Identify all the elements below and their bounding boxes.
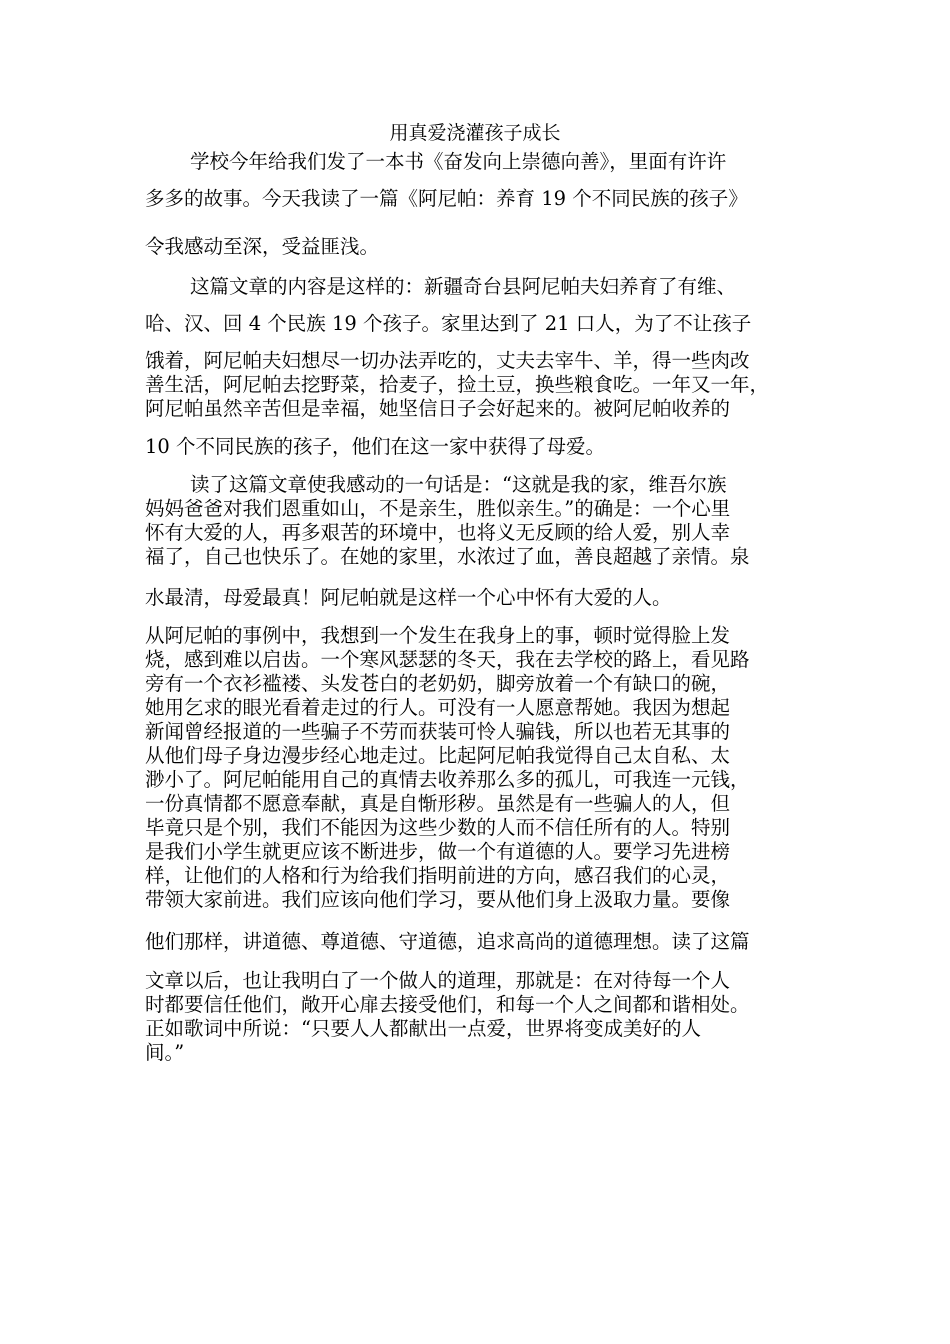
text-line: 时都要信任他们，敞开心扉去接受他们，和每一个人之间都和谐相处。 bbox=[145, 993, 750, 1016]
text-line: 毕竟只是个别，我们不能因为这些少数的人而不信任所有的人。特别 bbox=[145, 816, 731, 839]
text-line: 阿尼帕虽然辛苦但是幸福，她坚信日子会好起来的。被阿尼帕收养的 bbox=[145, 397, 731, 420]
text-line: 他们那样，讲道德、尊道德、守道德，追求高尚的道德理想。读了这篇 bbox=[145, 930, 750, 953]
text-line: 哈、汉、回 4 个民族 19 个孩子。家里达到了 21 口人，为了不让孩子 bbox=[145, 312, 752, 335]
text-line: 妈妈爸爸对我们恩重如山，不是亲生，胜似亲生。”的确是：一个心里 bbox=[145, 497, 731, 520]
text-line: 正如歌词中所说：“只要人人都献出一点爱，世界将变成美好的人 bbox=[145, 1017, 701, 1040]
text-line: 饿着，阿尼帕夫妇想尽一切办法弄吃的，丈夫去宰牛、羊，得一些肉改 bbox=[145, 349, 750, 372]
text-line: 烧，感到难以启齿。一个寒风瑟瑟的冬天，我在去学校的路上，看见路 bbox=[145, 648, 750, 671]
text-line: 水最清，母爱最真！阿尼帕就是这样一个心中怀有大爱的人。 bbox=[145, 586, 672, 609]
text-line: 间。” bbox=[145, 1041, 185, 1064]
text-line: 善生活，阿尼帕去挖野菜，拾麦子，捡土豆，换些粮食吃。一年又一年， bbox=[145, 373, 770, 396]
text-line: 是我们小学生就更应该不断进步，做一个有道德的人。要学习先进榜 bbox=[145, 840, 731, 863]
text-line: 她用乞求的眼光看着走过的行人。可没有一人愿意帮她。我因为想起 bbox=[145, 696, 731, 719]
text-line: 从阿尼帕的事例中，我想到一个发生在我身上的事，顿时觉得脸上发 bbox=[145, 624, 731, 647]
text-line: 从他们母子身边漫步经心地走过。比起阿尼帕我觉得自己太自私、太 bbox=[145, 744, 731, 767]
text-line: 多多的故事。今天我读了一篇《阿尼帕：养育 19 个不同民族的孩子》 bbox=[145, 187, 748, 210]
text-line: 学校今年给我们发了一本书《奋发向上崇德向善》，里面有许许 bbox=[190, 150, 727, 173]
text-line: 旁有一个衣衫褴褛、头发苍白的老奶奶，脚旁放着一个有缺口的碗， bbox=[145, 672, 731, 695]
text-line: 怀有大爱的人，再多艰苦的环境中，也将义无反顾的给人爱，别人幸 bbox=[145, 521, 731, 544]
text-line: 令我感动至深，受益匪浅。 bbox=[145, 235, 380, 258]
text-line: 读了这篇文章使我感动的一句话是：“这就是我的家，维吾尔族 bbox=[190, 473, 727, 496]
text-line: 福了，自己也快乐了。在她的家里，水浓过了血，善良超越了亲情。泉 bbox=[145, 545, 750, 568]
text-line: 渺小了。阿尼帕能用自己的真情去收养那么多的孤儿，可我连一元钱， bbox=[145, 768, 750, 791]
text-line: 带领大家前进。我们应该向他们学习，要从他们身上汲取力量。要像 bbox=[145, 888, 731, 911]
document-title: 用真爱浇灌孩子成长 bbox=[389, 122, 561, 144]
text-line: 这篇文章的内容是这样的：新疆奇台县阿尼帕夫妇养育了有维、 bbox=[190, 275, 737, 298]
text-line: 一份真情都不愿意奉献，真是自惭形秽。虽然是有一些骗人的人，但 bbox=[145, 792, 731, 815]
text-line: 新闻曾经报道的一些骗子不劳而获装可怜人骗钱，所以也若无其事的 bbox=[145, 720, 731, 743]
text-line: 文章以后，也让我明白了一个做人的道理，那就是：在对待每一个人 bbox=[145, 969, 731, 992]
text-line: 样，让他们的人格和行为给我们指明前进的方向，感召我们的心灵， bbox=[145, 864, 731, 887]
text-line: 10 个不同民族的孩子，他们在这一家中获得了母爱。 bbox=[145, 435, 606, 458]
